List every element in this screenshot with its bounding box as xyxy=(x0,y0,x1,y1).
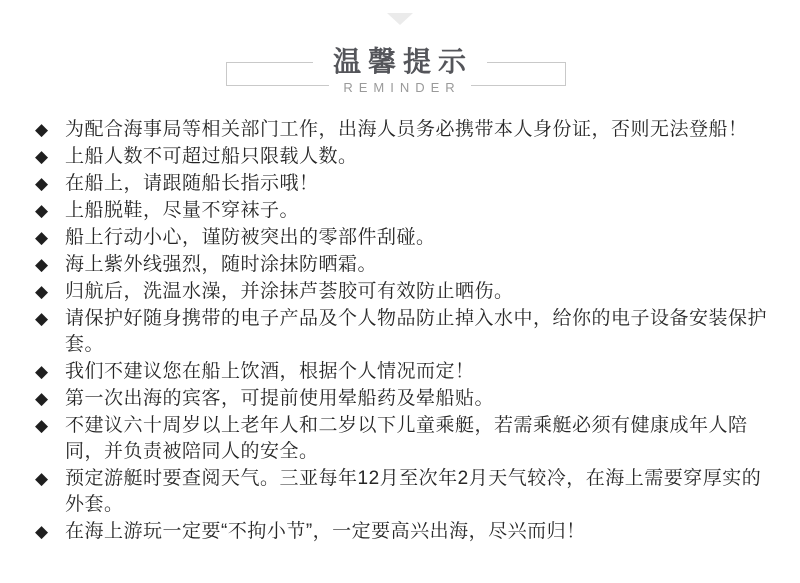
tip-item xyxy=(35,279,772,305)
tip-text: 为配合海事局等相关部门工作，出海人员务必携带本人身份证，否则无法登船！ xyxy=(65,119,748,140)
diamond-bullet-icon: ◆ xyxy=(35,362,49,381)
down-triangle-icon xyxy=(387,13,413,25)
tip-text: 上船脱鞋，尽量不穿袜子。 xyxy=(65,200,300,221)
tip-text: 请保护好随身携带的电子产品及个人物品防止掉入水中，给你的电子设备安装保护套。 xyxy=(65,308,768,355)
tip-text: 海上紫外线强烈，随时涂抹防晒霜。 xyxy=(65,254,378,275)
tip-item xyxy=(35,519,772,545)
diamond-bullet-icon: ◆ xyxy=(35,469,49,488)
diamond-bullet-icon: ◆ xyxy=(35,522,49,541)
tip-item xyxy=(35,171,772,197)
diamond-bullet-icon: ◆ xyxy=(35,309,49,328)
tip-text: 预定游艇时要查阅天气。三亚每年12月至次年2月天气较冷，在海上需要穿厚实的外套。 xyxy=(65,468,762,515)
tip-item xyxy=(35,198,772,224)
tip-item xyxy=(35,225,772,251)
diamond-bullet-icon: ◆ xyxy=(35,147,49,166)
tip-item xyxy=(35,359,772,385)
diamond-bullet-icon: ◆ xyxy=(35,416,49,435)
tip-item xyxy=(35,306,772,358)
diamond-bullet-icon: ◆ xyxy=(35,389,49,408)
tip-text: 在海上游玩一定要“不拘小节”，一定要高兴出海，尽兴而归！ xyxy=(65,521,586,542)
tip-text: 第一次出海的宾客，可提前使用晕船药及晕船贴。 xyxy=(65,388,495,409)
diamond-bullet-icon: ◆ xyxy=(35,174,49,193)
page-subtitle: REMINDER xyxy=(329,80,470,96)
tip-item xyxy=(35,144,772,170)
diamond-bullet-icon: ◆ xyxy=(35,255,49,274)
tip-item xyxy=(35,117,772,143)
tip-text: 归航后，洗温水澡，并涂抹芦荟胶可有效防止晒伤。 xyxy=(65,281,514,302)
subtitle-row xyxy=(0,79,800,97)
diamond-bullet-icon: ◆ xyxy=(35,201,49,220)
tip-text: 我们不建议您在船上饮酒，根据个人情况而定！ xyxy=(65,361,475,382)
tip-item xyxy=(35,386,772,412)
tip-text: 上船人数不可超过船只限载人数。 xyxy=(65,146,358,167)
diamond-bullet-icon: ◆ xyxy=(35,228,49,247)
page-title: 温馨提示 xyxy=(313,46,487,78)
tips-list xyxy=(35,117,772,546)
title-row xyxy=(0,46,800,78)
diamond-bullet-icon: ◆ xyxy=(35,282,49,301)
tip-item xyxy=(35,413,772,465)
tip-item xyxy=(35,466,772,518)
tip-text: 船上行动小心，谨防被突出的零部件刮碰。 xyxy=(65,227,436,248)
tip-text: 不建议六十周岁以上老年人和二岁以下儿童乘艇，若需乘艇必须有健康成年人陪同，并负责被陪同人的安全。 xyxy=(65,415,748,462)
diamond-bullet-icon: ◆ xyxy=(35,120,49,139)
tip-item xyxy=(35,252,772,278)
tip-text: 在船上，请跟随船长指示哦！ xyxy=(65,173,319,194)
